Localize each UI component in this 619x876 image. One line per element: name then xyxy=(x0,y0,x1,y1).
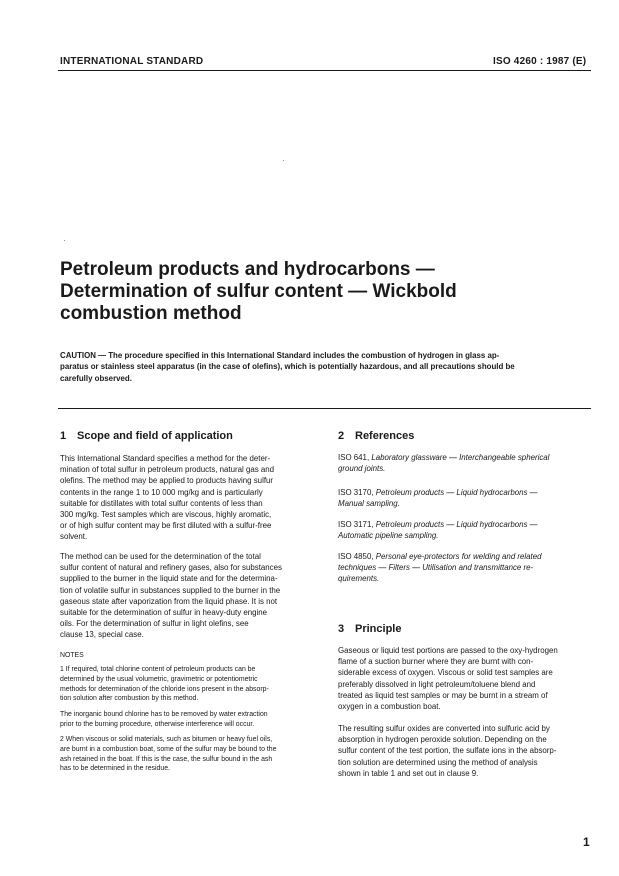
reference-title: Manual sampling. xyxy=(338,499,400,509)
text-line: treated as liquid test samples or may be burnt in a stream of xyxy=(338,690,548,700)
section-title: References xyxy=(355,430,415,442)
reference-title: Personal eye-protectors for welding and related xyxy=(375,552,542,561)
text-line: suitable for the determination of sulfur in heavy-duty engine xyxy=(60,608,268,618)
reference-title: techniques — Filters — Utilisation and transmittance re- xyxy=(338,563,534,573)
text-line: tion of volatile sulfur in substances supplied to the burner in the xyxy=(60,585,281,595)
text-line: contents in the range 1 to 10 000 mg/kg and is particularly xyxy=(60,487,263,497)
note-line: 1 If required, total chlorine content of petroleum products can be xyxy=(60,666,256,673)
text-line: solvent. xyxy=(60,532,88,542)
header-rule xyxy=(58,70,591,71)
text-line: or of high sulfur content may be first diluted with a sulfur-free xyxy=(60,521,272,531)
note-line: determined by the usual volumetric, gravimetric or potentiometric xyxy=(60,675,258,683)
reference-title: Automatic pipeline sampling. xyxy=(338,531,439,541)
reference-title: quirements. xyxy=(338,574,380,584)
section-title: Principle xyxy=(355,623,402,635)
text-line: sulfur content of natural and refinery gases, also for substances xyxy=(60,563,282,573)
note-1 xyxy=(60,665,310,704)
note-line: tion solution after combustion by this method. xyxy=(60,695,199,703)
section-rule xyxy=(58,408,591,409)
section-1-para-1 xyxy=(60,453,310,543)
text-line: clause 13, special case. xyxy=(60,630,144,640)
text-line: This International Standard specifies a method for the deter- xyxy=(60,454,271,463)
section-number: 1 xyxy=(60,430,67,442)
section-1-heading xyxy=(60,430,233,442)
text-line: oxygen in a combustion boat. xyxy=(338,702,441,712)
section-number: 3 xyxy=(338,623,345,635)
text-line: sulfur content of the test portion, the sulfate ions in the absorp- xyxy=(338,746,557,756)
title-line: Petroleum products and hydrocarbons — xyxy=(60,259,435,280)
text-line: mination of total sulfur in petroleum products, natural gas and xyxy=(60,465,275,475)
reference-title: Laboratory glassware — Interchangeable spherical xyxy=(371,453,550,462)
text-line: absorption in hydrogen peroxide solution. Depending on the xyxy=(338,735,547,745)
header-standard-label: INTERNATIONAL STANDARD xyxy=(60,56,204,67)
text-line: flame of a suction burner where they are burnt with con- xyxy=(338,657,534,667)
text-line: Gaseous or liquid test portions are passed to the oxy-hydrogen xyxy=(338,646,558,655)
text-line: 300 mg/kg. Test samples which are viscous, highly aromatic, xyxy=(60,510,272,520)
title-line: combustion method xyxy=(60,303,242,324)
text-line: olefins. The method may be applied to products having sulfur xyxy=(60,476,274,486)
caution-line: CAUTION — The procedure specified in this International Standard includes the combustion of hydrogen in glass ap- xyxy=(60,351,500,360)
section-3-heading xyxy=(338,623,401,635)
document-title xyxy=(60,259,580,325)
note-line: The inorganic bound chlorine has to be removed by water extraction xyxy=(60,711,268,718)
header-document-number: ISO 4260 : 1987 (E) xyxy=(493,56,587,67)
text-line: suitable for distillates with total sulfur contents of less than xyxy=(60,498,263,508)
caution-line: paratus or stainless steel apparatus (in the case of olefins), which is potentially hazardous, and all precautions should be xyxy=(60,362,515,372)
reference-code: ISO 641, xyxy=(338,453,370,462)
section-3-para-2 xyxy=(338,723,590,779)
caution-line: carefully observed. xyxy=(60,373,132,383)
section-title: Scope and field of application xyxy=(77,430,233,442)
text-line: oils. For the determination of sulfur in light olefins, see xyxy=(60,619,249,629)
section-number: 2 xyxy=(338,430,345,442)
caution-block xyxy=(60,350,590,384)
note-line: ash retained in the boat. If this is the case, the sulfur bound in the ash xyxy=(60,755,273,763)
note-2 xyxy=(60,735,310,774)
reference-code: ISO 3170, xyxy=(338,488,374,497)
note-1-continued xyxy=(60,710,310,730)
reference-code: ISO 4850, xyxy=(338,552,374,561)
reference-title: Petroleum products — Liquid hydrocarbons — xyxy=(375,520,538,529)
reference-item xyxy=(338,487,590,509)
text-line: The method can be used for the determination of the total xyxy=(60,552,261,561)
reference-title: Petroleum products — Liquid hydrocarbons — xyxy=(375,488,538,497)
text-line: preferably dissolved in light petroleum/toluene blend and xyxy=(338,679,536,689)
section-3-para-1 xyxy=(338,645,590,712)
reference-title: ground joints. xyxy=(338,464,386,474)
reference-code: ISO 3171, xyxy=(338,520,374,529)
text-line: supplied to the burner in the liquid state and for the determina- xyxy=(60,574,278,584)
scan-speck xyxy=(283,160,284,161)
note-line: has to be determined in the residue. xyxy=(60,765,170,773)
section-1-para-2 xyxy=(60,551,310,641)
text-line: tion solution are determined using the method of analysis xyxy=(338,757,538,767)
page-number: 1 xyxy=(583,835,590,849)
notes-label: NOTES xyxy=(60,652,84,659)
section-2-heading xyxy=(338,430,414,442)
reference-item xyxy=(338,452,590,474)
text-line: gaseous state after vaporization from the liquid phase. It is not xyxy=(60,596,278,606)
note-line: prior to the burning procedure, otherwise interference will occur. xyxy=(60,720,255,728)
text-line: The resulting sulfur oxides are converted into sulfuric acid by xyxy=(338,724,550,733)
text-line: siderable excess of oxygen. Viscous or solid test samples are xyxy=(338,668,553,678)
scan-speck xyxy=(64,240,65,241)
reference-item xyxy=(338,519,590,541)
text-line: shown in table 1 and set out in clause 9. xyxy=(338,768,479,778)
note-line: 2 When viscous or solid materials, such as bitumen or heavy fuel oils, xyxy=(60,736,273,743)
note-line: methods for determination of the chloride ions present in the absorp- xyxy=(60,685,269,693)
title-line: Determination of sulfur content — Wickbold xyxy=(60,281,457,302)
reference-item xyxy=(338,551,590,585)
note-line: are burnt in a combustion boat, some of the sulfur may be bound to the xyxy=(60,745,277,753)
